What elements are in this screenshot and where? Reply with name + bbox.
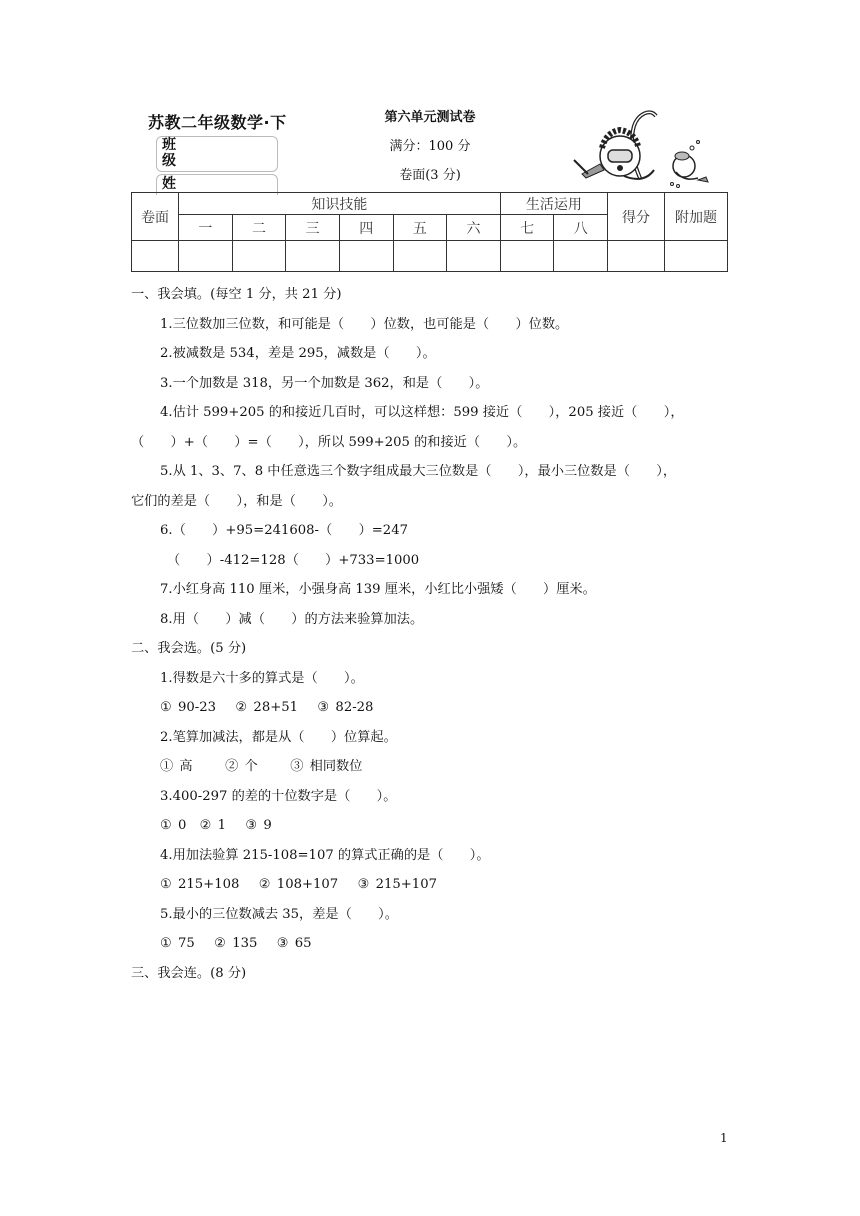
question-text: 2.被减数是 534，差是 295，减数是（ ）。 [160, 346, 436, 361]
question-text: 5.最小的三位数减去 35，差是（ ）。 [160, 906, 398, 922]
question-text: 1.三位数加三位数，和可能是（ ）位数，也可能是（ ）位数。 [160, 316, 569, 332]
question-text: 6.（ ）+95=241608-（ ）=247 [160, 523, 408, 538]
col-6: 六 [447, 215, 501, 241]
series-title: 苏教二年级数学·下 [148, 113, 287, 132]
question-text: 4.用加法验算 215-108=107 的算式正确的是（ ）。 [160, 847, 490, 863]
full-marks: 满分：100 分 [389, 139, 471, 154]
neatness-header: 卷面 [132, 193, 179, 241]
diver-illustration [572, 100, 732, 194]
col-8: 八 [554, 215, 608, 241]
score-header: 得分 [608, 193, 665, 241]
questions [131, 287, 731, 995]
question-text: 2.笔算加减法，都是从（ ）位算起。 [160, 729, 397, 745]
question-text: 4.估计 599+205 的和接近几百时，可以这样想：599 接近（ ），205 接近（ ）， [160, 405, 684, 420]
answer-options: ① 高 ② 个 ③ 相同数位 [160, 759, 363, 774]
page-number: 1 [720, 1131, 728, 1145]
score-cell[interactable] [665, 241, 728, 272]
section-1-heading: 一、我会填。(每空 1 分，共 21 分) [131, 287, 342, 302]
question-text: 3.400-297 的差的十位数字是（ ）。 [160, 788, 397, 804]
answer-options: ① 215+108 ② 108+107 ③ 215+107 [160, 877, 437, 892]
score-cell[interactable] [232, 241, 286, 272]
question-text: 5.从 1、3、7、8 中任意选三个数字组成最大三位数是（ ），最小三位数是（ ）， [160, 464, 677, 479]
knowledge-header: 知识技能 [179, 193, 501, 215]
question-text: 1.得数是六十多的算式是（ ）。 [160, 670, 364, 686]
section-3-heading: 三、我会连。(8 分) [131, 965, 247, 981]
answer-options: ① 75 ② 135 ③ 65 [160, 936, 312, 951]
bonus-header: 附加题 [665, 193, 728, 241]
score-cell[interactable] [286, 241, 340, 272]
question-text: 8.用（ ）减（ ）的方法来验算加法。 [160, 611, 424, 627]
score-cell[interactable] [500, 241, 554, 272]
col-1: 一 [179, 215, 233, 241]
score-cell[interactable] [554, 241, 608, 272]
life-header: 生活运用 [500, 193, 607, 215]
col-2: 二 [232, 215, 286, 241]
score-cell[interactable] [132, 241, 179, 272]
score-cell[interactable] [179, 241, 233, 272]
col-7: 七 [500, 215, 554, 241]
score-cell[interactable] [393, 241, 447, 272]
score-table [131, 192, 728, 272]
name-field-label: 姓 [162, 176, 176, 192]
answer-options: ① 90-23 ② 28+51 ③ 82-28 [160, 700, 374, 715]
section-2-heading: 二、我会选。(5 分) [131, 641, 247, 656]
answer-options: ① 0 ② 1 ③ 9 [160, 818, 272, 833]
question-text: 3.一个加数是 318，另一个加数是 362，和是（ ）。 [160, 375, 489, 391]
question-text: 7.小红身高 110 厘米，小强身高 139 厘米，小红比小强矮（ ）厘米。 [160, 582, 596, 597]
col-3: 三 [286, 215, 340, 241]
exam-title: 第六单元测试卷 [384, 110, 476, 125]
score-cell[interactable] [447, 241, 501, 272]
score-cell[interactable] [339, 241, 393, 272]
col-4: 四 [339, 215, 393, 241]
question-text: （ ）+（ ）=（ ），所以 599+205 的和接近（ ）。 [131, 434, 527, 450]
neatness-score: 卷面(3 分) [399, 168, 461, 183]
question-text: 它们的差是（ ），和是（ ）。 [131, 493, 342, 509]
class-field-label: 班级 [162, 137, 176, 169]
question-text: （ ）-412=128（ ）+733=1000 [167, 552, 420, 568]
col-5: 五 [393, 215, 447, 241]
score-cell[interactable] [608, 241, 665, 272]
